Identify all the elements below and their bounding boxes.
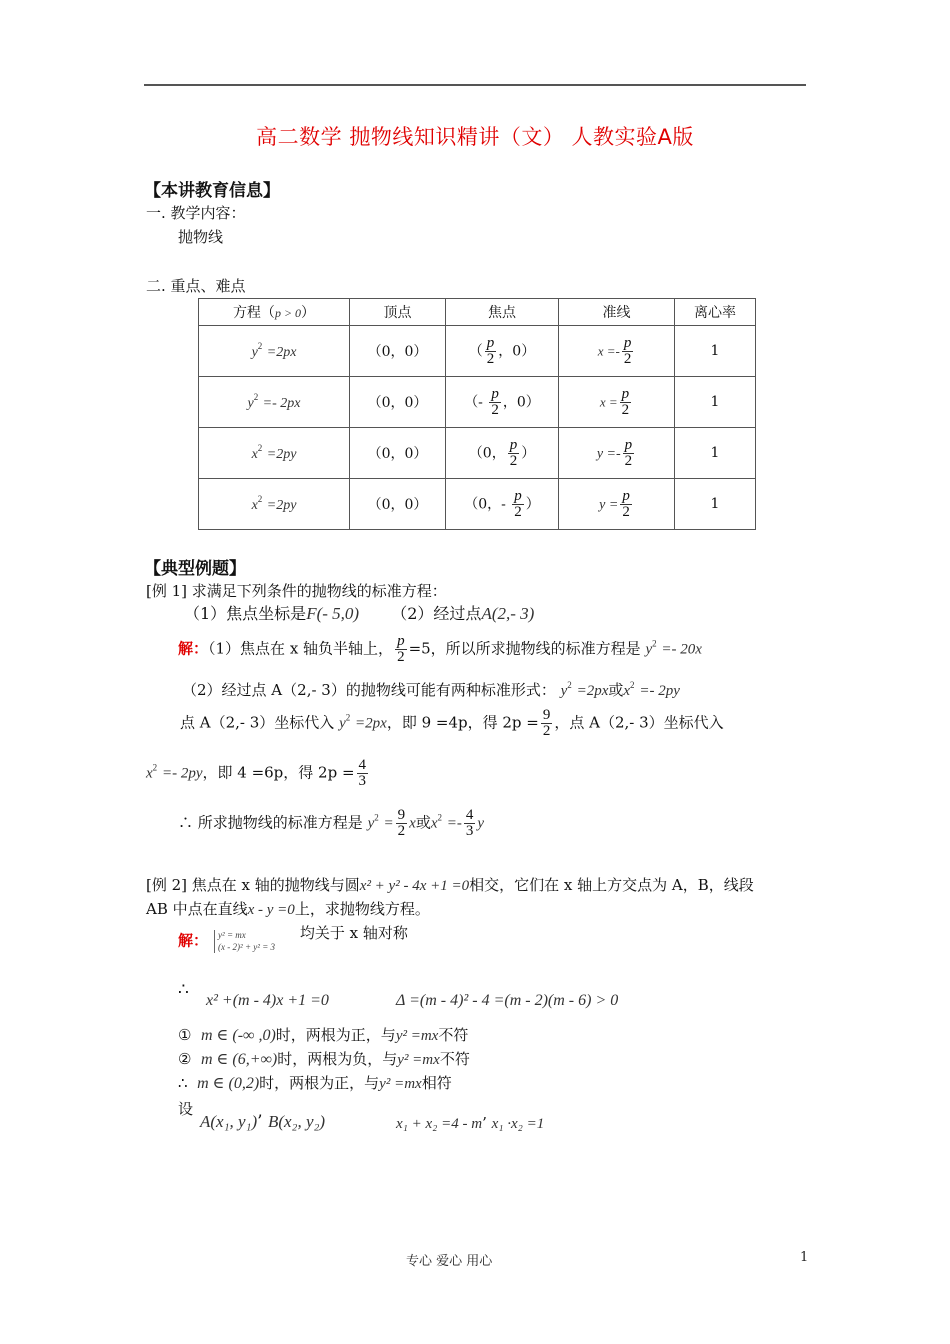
focus-fraction <box>485 336 497 367</box>
concl-or: 或 <box>415 813 431 832</box>
concl-eq2-equals: =- <box>446 815 462 832</box>
case3-range: m ∈ (0,2) <box>197 1075 260 1092</box>
quadratic-equation <box>206 990 329 1010</box>
cond1-text: （1）焦点坐标是 <box>184 604 307 623</box>
cell-eccentricity: 1 <box>675 326 756 377</box>
frac-den: 2 <box>621 401 630 418</box>
frac-den: 2 <box>491 401 499 418</box>
cell-vertex: （0，0） <box>350 326 446 377</box>
vieta-relations: x₁ + x₂ =4 - m’ x₁ ·x₂ =1 <box>396 1114 545 1132</box>
header-eccentricity: 离心率 <box>675 299 756 326</box>
frac-den: 2 <box>623 350 632 367</box>
focus-pre: （ <box>468 343 483 359</box>
case1-result: 不符 <box>438 1026 469 1044</box>
cell-focus <box>446 479 559 530</box>
frac-den: 2 <box>509 452 518 469</box>
section-heading-info: 【本讲教育信息】 <box>144 181 280 201</box>
ex2-line-eq: x - y =0 <box>247 902 295 918</box>
case2-eq: y² =mx <box>397 1052 440 1068</box>
frac-num: p <box>622 487 630 504</box>
sol1-equation: =- 20x <box>661 641 702 658</box>
case1-text: 时，两根为正，与 <box>275 1026 396 1044</box>
point-b: B(x₂, y₂) <box>267 1112 326 1131</box>
cell-focus <box>446 326 559 377</box>
frac-den: 2 <box>622 503 630 520</box>
ex2-text-a: [例 2] 焦点在 x 轴的抛物线与圆 <box>146 876 360 894</box>
case2-line <box>178 1050 470 1069</box>
example1-solution-line3: 点 A（2,- 3）坐标代入 $y^2 =2px$，即 9 =4p，得 2p = $\frac{9}{2}$ ，点 A（2,- 3）坐标代入 <box>180 707 724 739</box>
header-equation-condition: p > 0 <box>274 306 302 320</box>
case2-text: 时，两根为负，与 <box>277 1050 398 1068</box>
dir-lhs: y =- <box>596 446 621 461</box>
eq-rhs: =- 2px <box>262 396 301 411</box>
cell-eccentricity: 1 <box>675 377 756 428</box>
example2-line1 <box>146 876 754 895</box>
cell-vertex: （0，0） <box>350 428 446 479</box>
cell-equation: $x^2 =2py$ <box>199 428 350 479</box>
header-equation <box>199 299 350 326</box>
sol1-text-a: （1）焦点在 x 轴负半轴上， <box>208 639 394 658</box>
table-row <box>199 326 756 377</box>
sol2-eq2: =- 2py <box>639 683 680 699</box>
footer-motto: 专心 爱心 用心 <box>406 1254 493 1269</box>
case2-result: 不符 <box>439 1050 470 1068</box>
system-eq2: (x - 2)² + y² = 3 <box>218 941 276 952</box>
focus-pre: （- <box>464 394 488 410</box>
line3-text-a: 点 A（2,- 3）坐标代入 <box>180 713 335 732</box>
sol2-text: （2）经过点 A（2,- 3）的抛物线可能有两种标准形式： <box>182 681 556 699</box>
cond1-math: F(- 5,0) <box>306 604 360 623</box>
cell-equation: $y^2 =2px$ <box>199 326 350 377</box>
frac-den: 3 <box>358 773 367 789</box>
example1-label: [例 1] 求满足下列条件的抛物线的标准方程： <box>146 582 447 600</box>
cell-equation: $y^2 =- 2px$ <box>199 377 350 428</box>
ex2-text-d: 上，求抛物线方程。 <box>294 900 430 918</box>
cell-vertex: （0，0） <box>350 377 446 428</box>
frac-num: p <box>514 487 522 504</box>
cond2-math: A(2,- 3) <box>481 604 535 623</box>
dir-lhs: x =- <box>597 343 620 358</box>
frac-num: p <box>509 436 518 453</box>
frac-num: 9 <box>542 707 551 723</box>
line4-text-b: ，即 4 =6p，得 2p = <box>202 763 355 782</box>
dir-lhs: y = <box>599 497 619 512</box>
cond2-text: （2）经过点 <box>391 604 482 623</box>
line3-fraction <box>541 708 553 739</box>
symmetric-note: 均关于 x 轴对称 <box>299 923 408 942</box>
cell-directrix <box>559 326 675 377</box>
therefore-symbol: ∴ <box>178 980 189 1000</box>
teaching-content-label: 一. 教学内容： <box>146 204 246 222</box>
cell-focus <box>446 428 559 479</box>
focus-fraction <box>489 387 501 418</box>
frac-den: 2 <box>542 723 551 739</box>
line4-eq: =- 2py <box>161 765 203 782</box>
frac-num: p <box>486 334 495 351</box>
frac-num: p <box>624 436 633 453</box>
cell-eccentricity: 1 <box>675 479 756 530</box>
header-vertex: 顶点 <box>350 299 446 326</box>
let-points: A(x₁, y₁)’ B(x₂, y₂) <box>200 1112 326 1132</box>
focus-post: ） <box>521 445 536 461</box>
example2-solution-header <box>178 923 408 953</box>
product-of-roots: x₁ ·x₂ =1 <box>491 1116 545 1132</box>
table-header-row <box>199 299 756 326</box>
sol1-fraction <box>395 634 407 665</box>
dir-fraction <box>623 438 635 469</box>
frac-num: p <box>491 385 499 402</box>
case1-range: m ∈ (-∞ ,0) <box>201 1027 276 1044</box>
dir-fraction <box>620 387 632 418</box>
case1-line <box>178 1026 468 1045</box>
document-title: 高二数学 抛物线知识精讲（文） 人教实验A版 <box>256 125 694 149</box>
focus-fraction <box>508 438 520 469</box>
frac-num: p <box>397 633 405 649</box>
conclusion-text: ∴ 所求抛物线的标准方程是 <box>178 813 363 832</box>
header-directrix: 准线 <box>559 299 675 326</box>
example1-conclusion: ∴ 所求抛物线的标准方程是 $y^2$ = $\frac{9}{2}$ x或$x^2$ =- $\frac{4}{3}$ y <box>178 807 485 839</box>
table-row <box>199 428 756 479</box>
line3-text-c: ，点 A（2,- 3）坐标代入 <box>554 713 724 732</box>
focus-post: ，0） <box>498 343 536 359</box>
example2-line2 <box>146 900 430 919</box>
page-number: 1 <box>800 1250 809 1265</box>
delta-eq: Δ =(m - 4)² - 4 =(m - 2)(m - 6) > 0 <box>396 992 619 1009</box>
focus-pre: （0， <box>468 445 506 461</box>
header-focus: 焦点 <box>446 299 559 326</box>
ex2-circle-eq: x² + y² - 4x +1 =0 <box>359 878 470 894</box>
case1-eq: y² =mx <box>395 1028 439 1044</box>
discriminant-equation <box>396 990 618 1010</box>
teaching-content-value: 抛物线 <box>178 228 224 246</box>
frac-den: 2 <box>397 823 406 839</box>
cell-focus <box>446 377 559 428</box>
frac-den: 2 <box>486 350 495 367</box>
sol2-or: 或 <box>608 681 624 699</box>
cell-equation: $x^2 =2py$ <box>199 479 350 530</box>
sum-of-roots: x₁ + x₂ =4 - m <box>396 1116 483 1132</box>
header-rule <box>144 84 806 86</box>
concl-fraction1 <box>396 808 408 839</box>
line3-text-b: ，即 9 =4p，得 2p = <box>386 713 539 732</box>
focus-pre: （0，- <box>464 496 511 512</box>
equation-system <box>214 930 275 953</box>
quad-eq: x² +(m - 4)x +1 =0 <box>206 992 329 1009</box>
concl-x: x <box>409 815 416 832</box>
line3-eq: =2px <box>355 715 387 732</box>
table-row <box>199 377 756 428</box>
focus-post: ，0） <box>502 394 540 410</box>
eq-rhs: =2py <box>266 447 297 462</box>
case3-result: 相符 <box>421 1074 452 1092</box>
cell-directrix <box>559 428 675 479</box>
eq-rhs: =2py <box>266 498 297 513</box>
eq-rhs: =2px <box>266 345 297 360</box>
frac-den: 2 <box>397 649 405 665</box>
line4-fraction <box>357 758 369 789</box>
example1-solution-line1: 解：（1）焦点在 x 轴负半轴上， $\frac{p}{2}$ =5，所以所求抛物线的标准方程是 $y^2 =- 20x$ <box>178 633 702 665</box>
eq-var: x <box>251 447 258 462</box>
frac-num: 4 <box>465 807 474 823</box>
case3-line <box>178 1074 452 1093</box>
frac-num: 4 <box>358 757 367 773</box>
key-points-label: 二. 重点、难点 <box>146 277 246 295</box>
header-equation-label: 方程（ <box>232 305 275 321</box>
case3-eq: y² =mx <box>379 1076 422 1092</box>
ex2-text-c: AB 中点在直线 <box>146 900 248 918</box>
header-equation-close: ） <box>301 305 316 321</box>
frac-den: 2 <box>514 503 522 520</box>
concl-fraction2 <box>464 808 476 839</box>
case3-text: 时，两根为正，与 <box>259 1074 380 1092</box>
dir-fraction <box>620 489 632 520</box>
example1-solution-line2: （2）经过点 A（2,- 3）的抛物线可能有两种标准形式： $y^2 =2px$或$x^2 =- 2py$ <box>182 680 680 699</box>
solution-label: 解： <box>178 639 209 658</box>
focus-fraction <box>512 489 524 520</box>
concl-y: y <box>477 815 485 832</box>
eq-var: y <box>251 345 258 360</box>
dir-lhs: x = <box>599 394 618 409</box>
frac-num: 9 <box>397 807 406 823</box>
frac-den: 3 <box>465 823 474 839</box>
frac-den: 2 <box>624 452 633 469</box>
case1-marker: ① <box>178 1026 192 1044</box>
table-row <box>199 479 756 530</box>
sol1-text-b: =5，所以所求抛物线的标准方程是 <box>408 639 641 658</box>
eq-var: x <box>251 498 258 513</box>
cell-directrix <box>559 377 675 428</box>
ex2-text-b: 相交，它们在 x 轴上方交点为 A，B，线段 <box>469 876 754 894</box>
point-a: A(x₁, y₁) <box>200 1112 258 1131</box>
sol2-eq1: =2px <box>576 683 609 699</box>
parabola-properties-table <box>198 298 756 530</box>
frac-num: p <box>623 334 632 351</box>
case2-marker: ② <box>178 1050 192 1068</box>
system-eq1: y² = mx <box>218 930 246 940</box>
concl-eq1-equals: = <box>383 815 394 832</box>
eq-var: y <box>247 396 254 411</box>
let-label: 设 <box>178 1100 194 1118</box>
cell-eccentricity: 1 <box>675 428 756 479</box>
example1-solution-line4: $x^2 =- 2py$，即 4 =6p，得 2p = $\frac{4}{3}$ <box>146 757 367 789</box>
solution-label: 解： <box>178 931 209 950</box>
example1-conditions <box>184 604 534 624</box>
case3-marker: ∴ <box>178 1074 188 1092</box>
section-heading-examples: 【典型例题】 <box>144 559 246 579</box>
cell-vertex: （0，0） <box>350 479 446 530</box>
frac-num: p <box>621 385 630 402</box>
focus-post: ） <box>525 496 540 512</box>
case2-range: m ∈ (6,+∞) <box>201 1051 278 1068</box>
cell-directrix <box>559 479 675 530</box>
dir-fraction <box>622 336 634 367</box>
